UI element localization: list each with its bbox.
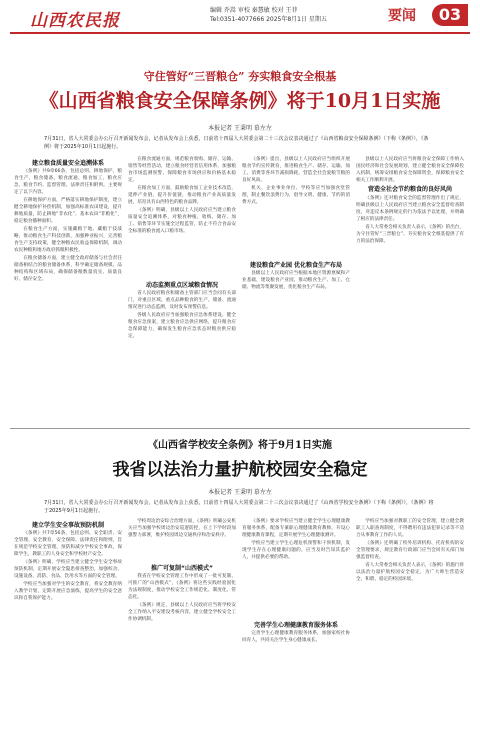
article1-column-3a	[242, 156, 350, 256]
article2-column-4	[356, 518, 464, 730]
article-divider	[10, 428, 470, 429]
article1-column-2a	[128, 156, 236, 276]
article1-headline: 《山西省粮食安全保障条例》将于10月1日实施	[39, 90, 441, 112]
article1-subhead: 建设粮食产业园 优化粮食生产布局	[249, 262, 343, 269]
article2-subhead: 推广可复制“山西模式”	[151, 565, 213, 572]
article2-lead: 7月31日，省人大常委会办公厅召开新闻发布会，记者从发布会上获悉，日前省十四届人大常委会第二十三次会议表决通过了《山西省学校安全条例》（下称《条例》），《条例》将于2025年9月1日起施行。	[44, 500, 434, 514]
paragraph: 《条例》还明确了校外培训机构、托育机构的安全管理要求，规定教育行政部门应当会同有关部门加强监督检查。	[356, 541, 464, 560]
paragraph: 省人民政府粮食和储备主管部门应当会同有关部门，对重点区域、重点品种粮食的生产、储备、流通情况进行动态监测，及时发布预警信息。	[128, 291, 236, 310]
paragraph: 机关、企业事业单位、学校等应当加强食堂管理，制止餐饮浪费行为，倡导文明、健康、节约的消费方式。	[242, 186, 350, 205]
paragraph: 在粮食储备方面，建立健全政府储备与社会责任储备相结合的粮食储备体系，科学确定储备规模、品种结构和区域布局，确保储备粮数量真实、质量良好、储存安全。	[14, 256, 122, 282]
paragraph: 《条例》要求学校应当建立健全学生心理健康教育服务体系，配备专兼职心理健康教育教师，开设心理健康教育课程，定期开展学生心理健康测评。	[242, 519, 350, 538]
article2-subhead: 建立学生安全事故预防机制	[31, 522, 104, 529]
article2-column-3b	[242, 630, 350, 730]
masthead-meta	[210, 6, 327, 24]
paragraph: 在耕地保护方面，严格落实耕地保护制度，建立健全耕地保护补偿机制，加强高标准农田建设，提升耕地质量，防止耕地“非农化”、基本农田“非粮化”，稳定粮食播种面积。	[14, 198, 122, 224]
paragraph: 在粮食加工方面，鼓励粮食加工企业技术改造，延伸产业链，提升价值链，推动粮食产业高质量发展，培育具有山西特色的粮食品牌。	[128, 186, 236, 205]
paragraph: 省人大常委会相关负责人表示，《条例》的施行将以法治力量护航校园安全稳定，为广大师生营造安全、和谐、稳定的校园环境。	[356, 563, 464, 582]
page-number: 03	[432, 4, 468, 26]
paragraph: 《条例》明确，县级以上人民政府应当建立粮食质量安全追溯体系，对粮食种植、收购、储存、加工、销售等环节实施全过程监管，防止不符合食品安全标准的粮食流入口粮市场。	[128, 208, 236, 234]
section-label: 要闻	[388, 8, 416, 24]
article1-column-3b	[242, 270, 350, 420]
paragraph: 在粮食生产方面，实施藏粮于地、藏粮于技战略，推动粮食生产科技创新，加强种业振兴，完善粮食生产支持政策，健全种粮农民收益保障机制，调动农民种粮和地方政府抓粮积极性。	[14, 227, 122, 253]
article2-kicker: 《山西省学校安全条例》将于9月1日实施	[148, 440, 332, 451]
newspaper-logo: 山西农民报	[30, 11, 120, 31]
paragraph: 《条例》规定，县级以上人民政府应当将学校安全工作纳入平安建设考核内容，建立健全学校安全工作协调机制。	[128, 603, 236, 622]
paragraph: 《条例》提出，县级以上人民政府应当组织开展粮食节约宣传教育，推进粮食生产、储存、运输、加工、消费等各环节减损降耗，营造全社会爱粮节粮的良好风尚。	[242, 157, 350, 183]
paragraph: 《条例》还对粮食安全的监督管理作出了规定，明确县级以上人民政府应当建立粮食安全监督检查制度，对违反本条例规定的行为依法予以处理，并明确了相应的法律责任。	[356, 196, 464, 222]
paragraph: 学校周边治安综合治理方面，《条例》明确公安机关应当加强学校周边治安巡逻防控，在上下学时段加强警力部署，维护校园周边交通秩序和治安秩序。	[128, 519, 236, 538]
article1-byline: 本报记者 王秉明 慕左左	[208, 125, 272, 132]
article2-column-2a	[128, 518, 236, 560]
article2-headline: 我省以法治力量护航校园安全稳定	[112, 460, 368, 480]
article2-column-1	[14, 530, 122, 730]
paragraph: 县级以上人民政府应当根据本地区资源禀赋和产业基础，建设粮食产业园，推动粮食生产、加工、仓储、物流等集聚发展，优化粮食生产布局。	[242, 271, 350, 290]
paragraph: 学校应当建立学生心理危机预警和干预机制，发现学生存在心理健康问题的，应当及时告知其监护人，并提供必要的帮助。	[242, 541, 350, 560]
paragraph: 《条例》明确，学校应当建立健全学生安全事故预防机制，定期开展安全隐患排查整治，加强校舍、设施设备、消防、食品、饮用水等方面的安全管理。	[14, 560, 122, 579]
article2-subhead: 完善学生心理健康教育服务体系	[253, 622, 338, 629]
article1-column-4	[356, 156, 464, 420]
paragraph: 学校应当加强对学生的安全教育，将安全教育纳入教学计划，定期开展应急演练，提高学生的安全意识和自我保护能力。	[14, 582, 122, 601]
paragraph: 在粮食流通方面，规范粮食收购、储存、运输、销售等经营活动，建立粮食经营者信用体系，加强粮食市场监测预警，保障粮食市场供应和价格基本稳定。	[128, 157, 236, 183]
editor-line: 编辑 乔嵩 审校 秦慧敏 校对 王菲	[210, 7, 298, 14]
paragraph: 县级以上人民政府应当将粮食安全保障工作纳入国民经济和社会发展规划，建立健全粮食安全保障投入机制，统筹安排粮食安全保障资金，保障粮食安全相关工作顺利开展。	[356, 157, 464, 183]
masthead	[0, 0, 480, 40]
paragraph: 《条例》共7章56条，包括总则、安全职责、安全管理、安全教育、安全保障、法律责任和附则，旨在规范学校安全管理，预防和减少学校安全事故，保障学生、教职工的人身安全和学校财产安全。	[14, 531, 122, 557]
paragraph: 学校应当加强对教职工的安全管理，建立健全教职工入职查询制度，不得聘用有违法犯罪记录等不适合从事教育工作的人员。	[356, 519, 464, 538]
article1-lead: 7月31日，省人大常委会办公厅召开新闻发布会，记者从发布会上获悉，日前省十四届人大常委会第二十三次会议表决通过了《山西省粮食安全保障条例》（下称《条例》），《条例》将于2025年10月1日起施行。	[44, 136, 429, 150]
article1-subhead: 营造全社会节约粮食的良好风尚	[367, 186, 452, 193]
masthead-rule	[10, 32, 470, 34]
article2-column-3a	[242, 518, 350, 618]
paragraph: 省人大常委会相关负责人表示，《条例》的出台，为守住管好“三晋粮仓”、夯实粮食安全根基提供了有力的法治保障。	[356, 225, 464, 244]
article1-column-1	[14, 168, 122, 420]
article2-byline: 本报记者 王秉明 慕左左	[208, 489, 272, 496]
paragraph: 完善学生心理健康教育服务体系，加强家校社协同育人，共同关注学生身心健康成长。	[242, 631, 350, 643]
paragraph: 各级人民政府应当加强粮食应急体系建设，健全粮食应急预案，建立粮食应急供应网络，提升粮食应急保障能力，确保发生粮食应急状态时粮食供应稳定。	[128, 313, 236, 339]
article1-subhead: 动态监测重点区域粮食情况	[145, 282, 218, 289]
article1-column-2b	[128, 290, 236, 420]
article2-column-2b	[128, 573, 236, 730]
date-line: Tel:0351-4077666 2025年8月1日 星期五	[210, 16, 327, 23]
article1-kicker: 守住管好“三晋粮仓” 夯实粮食安全根基	[143, 70, 337, 83]
article1-subhead: 建立粮食质量安全追溯体系	[31, 160, 104, 167]
paragraph: 《条例》共9章66条，包括总则、耕地保护、粮食生产、粮食储备、粮食流通、粮食加工、粮食应急、粮食节约、监督管理、法律责任和附则。主要规定了以下内容。	[14, 169, 122, 195]
paragraph: 我省在学校安全管理工作中形成了一批可复制、可推广的“山西模式”，《条例》将这些实践经验固化为法规制度，推动学校安全工作规范化、制度化、常态化。	[128, 574, 236, 600]
